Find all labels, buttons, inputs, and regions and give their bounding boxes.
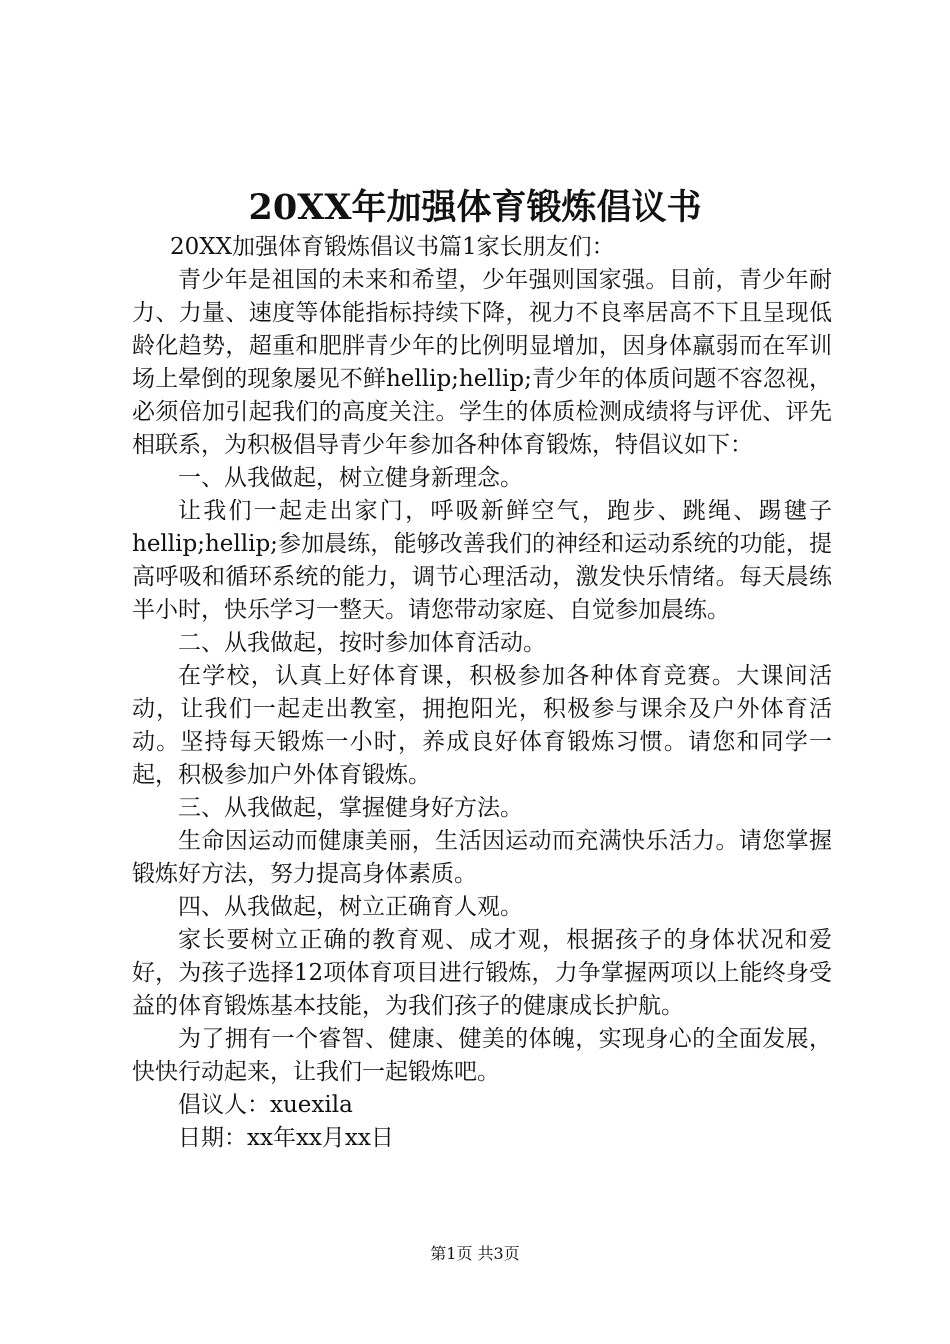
closing-paragraph: 为了拥有一个睿智、健康、健美的体魄，实现身心的全面发展，快快行动起来，让我们一起锻炼吧。 — [132, 1026, 832, 1085]
section-paragraph-3: 生命因运动而健康美丽，生活因运动而充满快乐活力。请您掌握锻炼好方法，努力提高身体素质。 — [132, 828, 832, 887]
intro-paragraph: 青少年是祖国的未来和希望，少年强则国家强。目前，青少年耐力、力量、速度等体能指标持续下降，视力不良率居高不下且呈现低龄化趋势，超重和肥胖青少年的比例明显增加，因身体羸弱而在军训场上晕倒的现象屡见不鲜hellip;hellip;青少年的体质问题不容忽视，必须倍加引起我们的高度关注。学生的体质检测成绩将与评优、评先相联系，为积极倡导青少年参加各种体育锻炼，特倡议如下： — [132, 267, 832, 458]
section-heading-2: 二、从我做起，按时参加体育活动。 — [178, 630, 546, 656]
section-paragraph-4: 家长要树立正确的教育观、成才观，根据孩子的身体状况和爱好，为孩子选择12项体育项目进行锻炼，力争掌握两项以上能终身受益的体育锻炼基本技能，为我们孩子的健康成长护航。 — [132, 927, 832, 1019]
section-heading-1: 一、从我做起，树立健身新理念。 — [178, 465, 523, 491]
section-heading-3: 三、从我做起，掌握健身好方法。 — [178, 795, 523, 821]
section-paragraph-1: 让我们一起走出家门，呼吸新鲜空气，跑步、跳绳、踢毽子hellip;hellip;参加晨练，能够改善我们的神经和运动系统的功能，提高呼吸和循环系统的能力，调节心理活动，激发快乐情绪。每天晨练半小时，快乐学习一整天。请您带动家庭、自觉参加晨练。 — [132, 498, 832, 623]
greeting-paragraph: 20XX加强体育锻炼倡议书篇1家长朋友们： — [170, 234, 615, 260]
section-paragraph-2: 在学校，认真上好体育课，积极参加各种体育竞赛。大课间活动，让我们一起走出教室，拥抱阳光，积极参与课余及户外体育活动。坚持每天锻炼一小时，养成良好体育锻炼习惯。请您和同学一起，积极参加户外体育锻炼。 — [132, 663, 832, 788]
date-line: 日期：xx年xx月xx日 — [178, 1125, 394, 1151]
proposer-line: 倡议人：xuexila — [178, 1092, 353, 1118]
section-heading-4: 四、从我做起，树立正确育人观。 — [178, 894, 523, 920]
document-body — [132, 231, 832, 1155]
document-title: 20XX年加强体育锻炼倡议书 — [248, 187, 702, 228]
page-number-footer: 第1页 共3页 — [430, 1244, 520, 1263]
